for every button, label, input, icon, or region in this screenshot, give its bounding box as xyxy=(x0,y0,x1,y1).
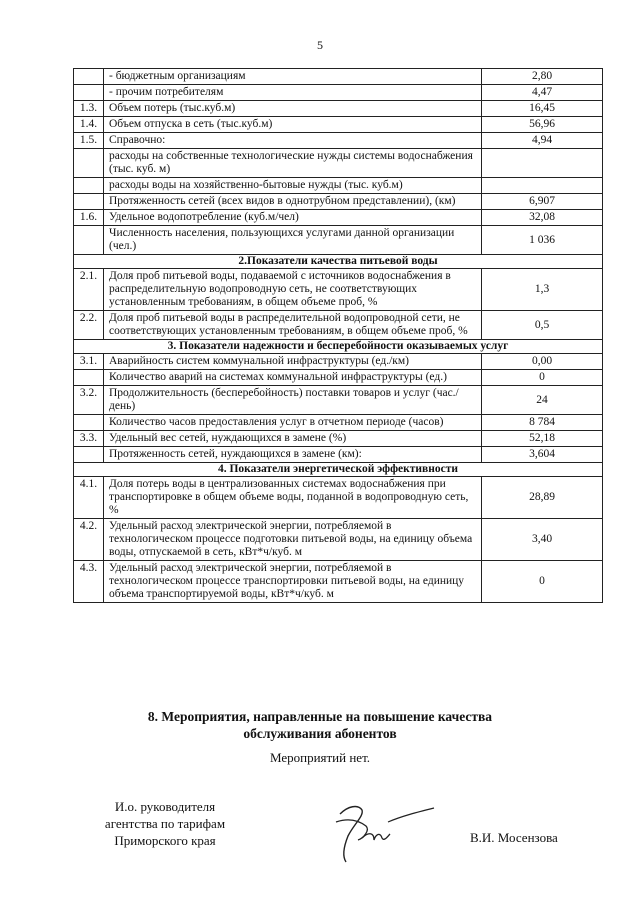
indicator-value: 0,5 xyxy=(482,311,603,340)
table-row xyxy=(74,269,603,311)
table-row xyxy=(74,431,603,447)
indicator-value: 16,45 xyxy=(482,101,603,117)
row-number: 1.4. xyxy=(74,117,104,133)
indicator-value xyxy=(482,178,603,194)
signer-title-line1: И.о. руководителя xyxy=(114,799,216,814)
indicator-name: Удельный расход электрической энергии, потребляемой в технологическом процессе подготовки питьевой воды, на единицу объема воды, отпускаемой в сеть, кВт*ч/куб. м xyxy=(104,519,482,561)
table-row xyxy=(74,311,603,340)
table-row xyxy=(74,85,603,101)
indicator-value: 0 xyxy=(482,370,603,386)
section-title: 3. Показатели надежности и бесперебойности оказываемых услуг xyxy=(74,340,603,354)
row-number: 3.3. xyxy=(74,431,104,447)
indicator-name: Объем потерь (тыс.куб.м) xyxy=(104,101,482,117)
row-number: 4.1. xyxy=(74,477,104,519)
indicator-name: - бюджетным организациям xyxy=(104,69,482,85)
indicator-name: расходы на собственные технологические нужды системы водоснабжения (тыс. куб. м) xyxy=(104,149,482,178)
row-number xyxy=(74,226,104,255)
indicator-value: 1 036 xyxy=(482,226,603,255)
signer-title-line2: агентства по тарифам xyxy=(104,816,226,831)
table-section-row xyxy=(74,463,603,477)
indicator-name: Доля проб питьевой воды, подаваемой с источников водоснабжения в распределительную водопроводную сеть, не соответствующих установленным требованиям, в общем объеме проб, % xyxy=(104,269,482,311)
table-row xyxy=(74,447,603,463)
indicator-name: Аварийность систем коммунальной инфраструктуры (ед./км) xyxy=(104,354,482,370)
row-number: 1.3. xyxy=(74,101,104,117)
indicator-name: Продолжительность (бесперебойность) поставки товаров и услуг (час./день) xyxy=(104,386,482,415)
table-row xyxy=(74,194,603,210)
row-number xyxy=(74,178,104,194)
row-number xyxy=(74,447,104,463)
indicator-name: Объем отпуска в сеть (тыс.куб.м) xyxy=(104,117,482,133)
indicator-value xyxy=(482,149,603,178)
indicator-name: Протяженность сетей, нуждающихся в замене (км): xyxy=(104,447,482,463)
indicators-table-body xyxy=(74,69,603,603)
signer-title-line3: Приморского края xyxy=(114,833,216,848)
section-title: 2.Показатели качества питьевой воды xyxy=(74,255,603,269)
table-row xyxy=(74,149,603,178)
row-number xyxy=(74,85,104,101)
indicator-name: расходы воды на хозяйственно-бытовые нужды (тыс. куб.м) xyxy=(104,178,482,194)
table-row xyxy=(74,178,603,194)
row-number: 3.1. xyxy=(74,354,104,370)
row-number xyxy=(74,415,104,431)
table-row xyxy=(74,415,603,431)
indicator-name: - прочим потребителям xyxy=(104,85,482,101)
row-number: 1.5. xyxy=(74,133,104,149)
row-number: 4.3. xyxy=(74,561,104,603)
row-number xyxy=(74,69,104,85)
indicator-value: 56,96 xyxy=(482,117,603,133)
indicator-value: 0,00 xyxy=(482,354,603,370)
indicator-value: 3,40 xyxy=(482,519,603,561)
table-row xyxy=(74,133,603,149)
table-row xyxy=(74,117,603,133)
indicator-name: Доля проб питьевой воды в распределительной водопроводной сети, не соответствующих установленным требованиям, в общем объеме проб, % xyxy=(104,311,482,340)
row-number xyxy=(74,149,104,178)
section-8-heading-line1: 8. Мероприятия, направленные на повышение качества xyxy=(147,709,493,724)
indicator-value: 0 xyxy=(482,561,603,603)
indicator-value: 28,89 xyxy=(482,477,603,519)
indicator-value: 3,604 xyxy=(482,447,603,463)
section-title: 4. Показатели энергетической эффективности xyxy=(74,463,603,477)
table-row xyxy=(74,69,603,85)
section-8-heading-line2: обслуживания абонентов xyxy=(243,726,397,741)
indicator-name: Количество часов предоставления услуг в отчетном периоде (часов) xyxy=(104,415,482,431)
indicator-name: Протяженность сетей (всех видов в однотрубном представлении), (км) xyxy=(104,194,482,210)
row-number: 2.2. xyxy=(74,311,104,340)
indicator-value: 52,18 xyxy=(482,431,603,447)
indicator-name: Количество аварий на системах коммунальной инфраструктуры (ед.) xyxy=(104,370,482,386)
signer-title xyxy=(70,798,260,849)
indicator-name: Доля потерь воды в централизованных системах водоснабжения при транспортировке в общем объеме воды, поданной в водопроводную сеть, % xyxy=(104,477,482,519)
table-row xyxy=(74,101,603,117)
table-row xyxy=(74,561,603,603)
indicator-value: 24 xyxy=(482,386,603,415)
handwritten-signature xyxy=(318,792,438,868)
row-number: 1.6. xyxy=(74,210,104,226)
row-number xyxy=(74,370,104,386)
indicator-name: Удельный расход электрической энергии, потребляемой в технологическом процессе транспортировки питьевой воды, на единицу объема транспортируемой воды, кВт*ч/куб. м xyxy=(104,561,482,603)
indicator-name: Справочно: xyxy=(104,133,482,149)
signer-name: В.И. Мосензова xyxy=(470,830,558,845)
indicator-value: 6,907 xyxy=(482,194,603,210)
indicator-name: Удельный вес сетей, нуждающихся в замене (%) xyxy=(104,431,482,447)
table-row xyxy=(74,386,603,415)
table-row xyxy=(74,226,603,255)
row-number: 2.1. xyxy=(74,269,104,311)
table-row xyxy=(74,477,603,519)
row-number: 3.2. xyxy=(74,386,104,415)
table-row xyxy=(74,354,603,370)
table-section-row xyxy=(74,255,603,269)
row-number xyxy=(74,194,104,210)
indicator-value: 2,80 xyxy=(482,69,603,85)
indicator-value: 8 784 xyxy=(482,415,603,431)
page-number: 5 xyxy=(317,38,323,52)
no-measures-note: Мероприятий нет. xyxy=(269,750,371,765)
indicator-value: 4,94 xyxy=(482,133,603,149)
section-8-heading xyxy=(0,708,640,742)
indicator-name: Удельное водопотребление (куб.м/чел) xyxy=(104,210,482,226)
indicator-value: 32,08 xyxy=(482,210,603,226)
indicators-table xyxy=(73,68,603,603)
table-section-row xyxy=(74,340,603,354)
indicator-value: 4,47 xyxy=(482,85,603,101)
table-row xyxy=(74,210,603,226)
row-number: 4.2. xyxy=(74,519,104,561)
indicator-value: 1,3 xyxy=(482,269,603,311)
table-row xyxy=(74,519,603,561)
indicator-name: Численность населения, пользующихся услугами данной организации (чел.) xyxy=(104,226,482,255)
table-row xyxy=(74,370,603,386)
